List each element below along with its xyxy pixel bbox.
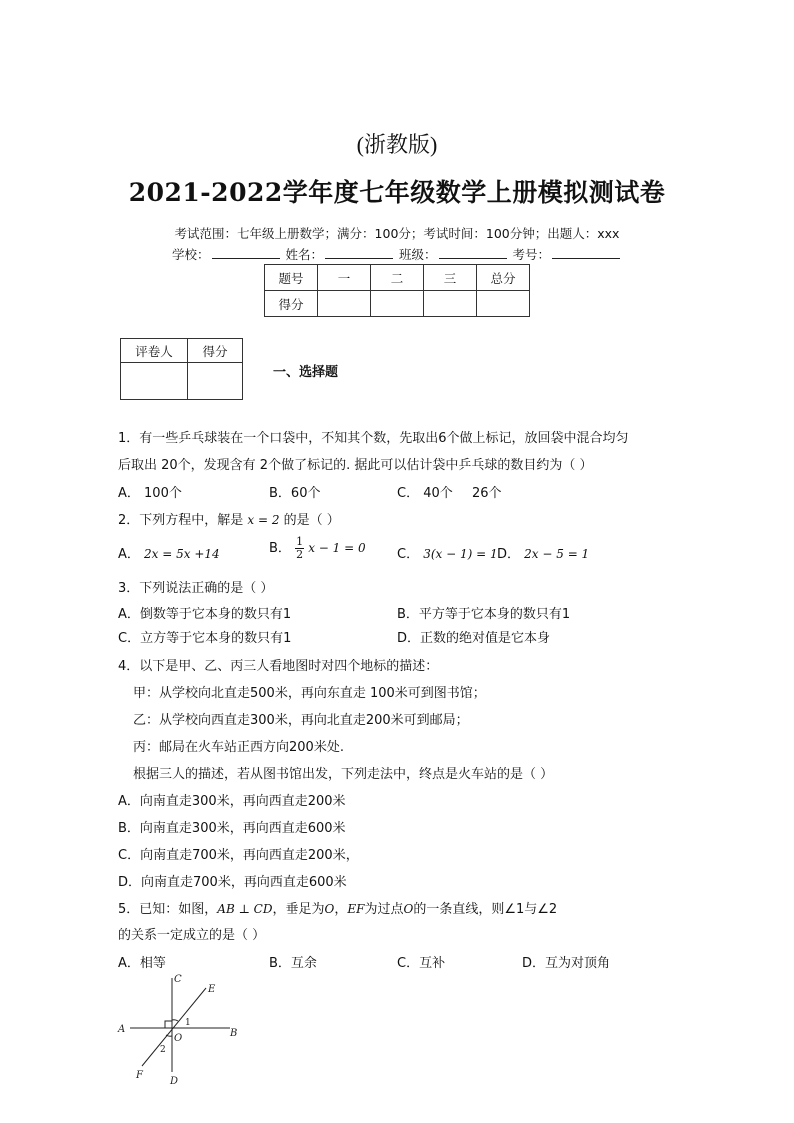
label-angle-1: 1 (185, 1018, 191, 1028)
q2-stem-math: x = 2 (247, 513, 280, 527)
score-cell-empty[interactable] (477, 291, 530, 317)
q2-option-d[interactable] (497, 543, 589, 562)
label-a: A (118, 1024, 126, 1035)
class-label: 班级： (398, 247, 437, 262)
score-table-header-row (265, 265, 530, 291)
score-cell-header: 三 (424, 265, 477, 291)
grader-cell-empty[interactable] (121, 363, 188, 400)
q5-text2: ， (334, 902, 348, 917)
q2-option-a-math: 2x = 5x +14 (144, 547, 220, 561)
exam-no-label: 考号： (512, 247, 550, 262)
exam-subtitle: (浙教版) (356, 132, 438, 157)
q4-description-yi: 乙：从学校向西直走300米，再向北直走200米可到邮局； (133, 713, 469, 728)
q3-option-a[interactable]: A．倒数等于它本身的数只有1 (118, 607, 292, 622)
q5-option-d[interactable]: D．互为对顶角 (522, 956, 611, 971)
q5-text1: ，垂足为 (272, 902, 325, 917)
q2-option-c-math: 3(x − 1) = 1 (423, 547, 498, 561)
q5-option-b[interactable]: B．互余 (269, 956, 317, 971)
q4-option-a[interactable]: A．向南直走300米，再向西直走200米 (118, 794, 346, 809)
q2-option-b-label: B． (269, 541, 291, 556)
angle-1-arc (172, 1020, 178, 1021)
q4-stem: 4．以下是甲、乙、丙三人看地图时对四个地标的描述： (118, 659, 439, 674)
fraction-numerator: 1 (296, 535, 304, 548)
q5-text4: 的一条直线，则∠1与∠2 (413, 902, 558, 917)
score-cell-header: 总分 (477, 265, 530, 291)
q2-option-a[interactable] (118, 543, 220, 562)
q5-math-ef: EF (347, 902, 365, 916)
grader-body-row (121, 363, 243, 400)
q4-option-c[interactable]: C．向南直走700米，再向西直走200米， (118, 848, 359, 863)
q5-pre: 5．已知：如图， (118, 902, 218, 917)
q1-line1: 1．有一些乒乓球装在一个口袋中，不知其个数，先取出6个做上标记，放回袋中混合均匀 (118, 431, 629, 446)
q1-option-b[interactable]: B．60个 (269, 486, 321, 501)
geometry-figure (112, 970, 252, 1090)
section-title: 一、选择题 (273, 365, 339, 380)
score-cell-header: 二 (371, 265, 424, 291)
q2-option-d-math: 2x − 5 = 1 (524, 547, 590, 561)
school-label: 学校： (171, 247, 210, 262)
q2-option-b[interactable] (269, 536, 366, 561)
q4-option-b[interactable]: B．向南直走300米，再向西直走600米 (118, 821, 346, 836)
class-blank[interactable] (439, 246, 507, 259)
label-d: D (170, 1076, 179, 1087)
student-fields (0, 245, 794, 263)
q2-stem-pre: 2．下列方程中，解是 (118, 513, 244, 528)
school-blank[interactable] (212, 246, 280, 259)
score-cell-empty[interactable] (371, 291, 424, 317)
grader-label: 评卷人 (121, 339, 188, 363)
name-blank[interactable] (325, 246, 393, 259)
line-ef (142, 988, 206, 1066)
q4-description-jia: 甲：从学校向北直走500米，再向东直走 100米可到图书馆； (133, 686, 486, 701)
q1-option-d[interactable]: 26个 (472, 486, 502, 501)
q2-option-a-label: A． (118, 547, 140, 562)
q5-stem-line2: 的关系一定成立的是（ ） (118, 928, 266, 943)
q1-line2: 后取出 20个，发现含有 2个做了标记的. 据此可以估计袋中乒乓球的数目约为（ ） (118, 458, 593, 473)
q5-math-o: O (324, 902, 335, 916)
angle-2-arc (166, 1035, 172, 1036)
q3-option-c[interactable]: C．立方等于它本身的数只有1 (118, 631, 292, 646)
score-cell-header: 题号 (265, 265, 318, 291)
q2-option-c[interactable] (397, 543, 498, 562)
name-label: 姓名： (285, 247, 323, 262)
q4-ask: 根据三人的描述，若从图书馆出发，下列走法中，终点是火车站的是（ ） (133, 767, 554, 782)
q3-stem: 3．下列说法正确的是（ ） (118, 581, 274, 596)
label-angle-2: 2 (160, 1045, 166, 1055)
score-row-label: 得分 (265, 291, 318, 317)
fraction-denominator: 2 (296, 548, 304, 561)
grader-header-row (121, 339, 243, 363)
q2-stem-post: 的是（ ） (283, 513, 340, 528)
q1-option-c[interactable]: C． 40个 (397, 486, 453, 501)
score-table (264, 264, 530, 317)
label-e: E (208, 984, 216, 995)
q2-option-b-fraction (295, 536, 304, 561)
q3-option-b[interactable]: B．平方等于它本身的数只有1 (397, 607, 571, 622)
q5-math-o2: O (403, 902, 414, 916)
grader-table (120, 338, 243, 400)
score-cell-empty[interactable] (318, 291, 371, 317)
score-cell-header: 一 (318, 265, 371, 291)
label-c: C (174, 974, 182, 985)
q3-option-d[interactable]: D．正数的绝对值是它本身 (397, 631, 551, 646)
q5-option-c[interactable]: C．互补 (397, 956, 446, 971)
q1-option-a[interactable]: A． 100个 (118, 486, 182, 501)
exam-title: 2021-2022学年度七年级数学上册模拟测试卷 (128, 178, 666, 207)
q4-description-bing: 丙：邮局在火车站正西方向200米处. (133, 740, 344, 755)
q4-option-d[interactable]: D．向南直走700米，再向西直走600米 (118, 875, 347, 890)
q5-math-ab-perp-cd: AB ⊥ CD (217, 902, 273, 916)
score-cell-empty[interactable] (424, 291, 477, 317)
label-b: B (230, 1028, 238, 1039)
q5-option-a[interactable]: A．相等 (118, 956, 166, 971)
q5-stem-line1 (118, 898, 557, 917)
grader-cell-empty[interactable] (188, 363, 243, 400)
q2-stem (118, 509, 340, 528)
exam-no-blank[interactable] (552, 246, 620, 259)
q2-option-b-math: x − 1 = 0 (308, 541, 366, 555)
grader-score-label: 得分 (188, 339, 243, 363)
right-angle-mark (165, 1021, 172, 1028)
q2-option-d-label: D． (497, 547, 521, 562)
q5-text3: 为过点 (364, 902, 404, 917)
exam-info: 考试范围：七年级上册数学；满分：100分；考试时间：100分钟；出题人：xxx (174, 226, 620, 241)
q2-option-c-label: C． (397, 547, 420, 562)
label-f: F (136, 1070, 143, 1081)
score-table-score-row (265, 291, 530, 317)
label-o: O (174, 1033, 183, 1044)
